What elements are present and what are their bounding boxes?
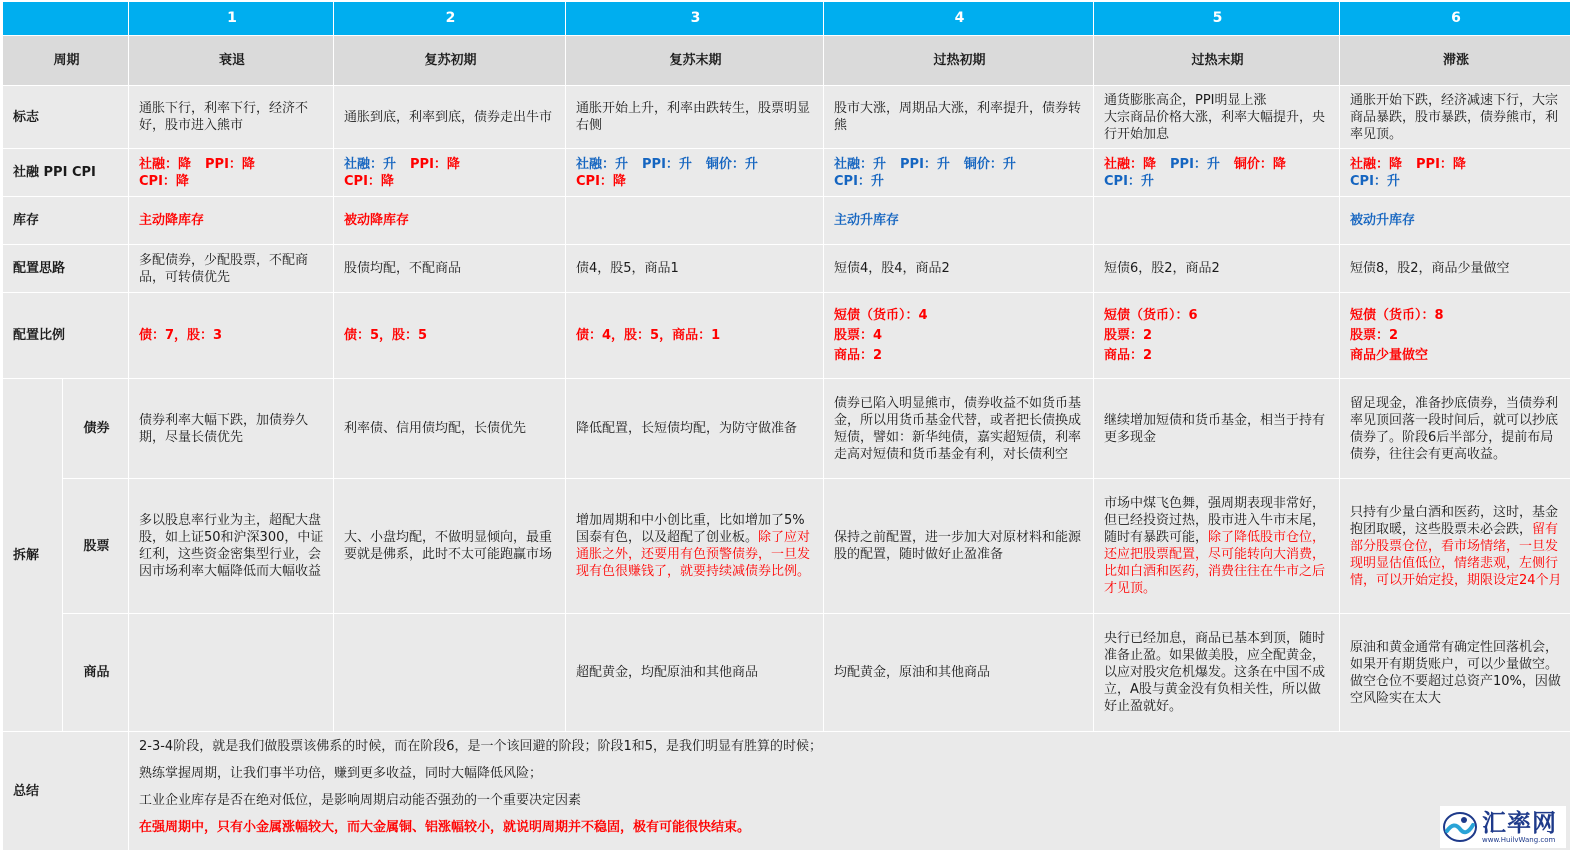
allocation-idea-cell: 短债4，股4，商品2 xyxy=(824,245,1094,293)
allocation-ratio-row xyxy=(3,293,1571,379)
signal-cell: 通胀开始下跌，经济减速下行，大宗商品暴跌，股市暴跌，债券熊市，利率见顶。 xyxy=(1340,86,1571,149)
signal-line: 大宗商品价格大涨，利率大幅提升，央行开始加息 xyxy=(1104,109,1326,142)
inventory-cell xyxy=(129,197,334,245)
signal-cell: 股市大涨，周期品大涨，利率提升，债券转熊 xyxy=(824,86,1094,149)
breakdown-text: 只持有少量白酒和医药，这时，基金抱团取暖，这些股票未必会跌， xyxy=(1350,504,1559,537)
breakdown-text: 如果做美股，应全配黄金，以应对股灾危机爆发。 xyxy=(1104,648,1326,680)
allocation-idea-cell: 多配债券，少配股票，不配商品，可转债优先 xyxy=(129,245,334,293)
inventory-row xyxy=(3,197,1571,245)
indicator-line xyxy=(1350,173,1562,190)
indicator-cell xyxy=(334,149,566,197)
indicator-line xyxy=(576,156,815,173)
breakdown-text: 这条在中国不成立，A股与黄金没有负相关性，所以做好止盈就好。 xyxy=(1104,665,1326,714)
breakdown-text: 央行已经加息，商品已基本到顶，随时准备止盈。 xyxy=(1104,631,1326,663)
allocation-idea-row xyxy=(3,245,1571,293)
indicator-token: 社融：降 xyxy=(1104,156,1157,172)
indicator-line xyxy=(834,173,1085,190)
indicator-line xyxy=(1104,173,1331,190)
indicator-line xyxy=(344,156,557,173)
indicator-line xyxy=(834,156,1085,173)
allocation-ratio-value: 股票：2 xyxy=(1350,328,1399,343)
inventory-value: 被动降库存 xyxy=(344,213,410,228)
breakdown-text: 留有部分股票仓位，看市场情绪，一旦发现明显估值低位，情绪悲观，左侧行情，可以开始定投，期限设定24个月 xyxy=(1350,521,1562,588)
commodities-row xyxy=(3,614,1571,732)
breakdown-text: 债券利率大幅下跌，加债券久期，尽量长债优先 xyxy=(139,412,309,445)
indicator-token: PPI：降 xyxy=(205,156,255,172)
allocation-ratio-value: 商品：2 xyxy=(1104,348,1153,363)
breakdown-text: 继续增加短债和货币基金，相当于持有更多现金 xyxy=(1104,412,1326,445)
indicator-token: PPI：降 xyxy=(1416,156,1466,172)
allocation-ratio-cell xyxy=(129,293,334,379)
allocation-idea-cell: 短债6，股2，商品2 xyxy=(1094,245,1340,293)
breakdown-text: 增加周期和中小创比重，比如增加了5%国泰有色，以及超配了创业板。 xyxy=(576,513,805,545)
bonds-cell xyxy=(1340,379,1571,479)
stocks-cell xyxy=(824,479,1094,614)
indicator-token: 铜价：降 xyxy=(1233,156,1286,172)
phase-name: 滞涨 xyxy=(1340,36,1571,86)
summary-line: 2-3-4阶段，就是我们做股票该佛系的时候，而在阶段6，是一个该回避的阶段；阶段1和5，是我们明显有胜算的时候； xyxy=(139,739,823,754)
indicator-token: CPI：降 xyxy=(344,173,394,189)
breakdown-text: 除了应对通胀之外，还要用有色预警债券，一旦发现有色很赚钱了，就要持续减债券比例。 xyxy=(576,530,811,579)
header-stage-2: 2 xyxy=(334,2,566,36)
indicator-cell xyxy=(129,149,334,197)
allocation-ratio-value: 债：5，股：5 xyxy=(344,328,428,343)
indicator-token: 社融：升 xyxy=(344,156,397,172)
indicator-token: CPI：升 xyxy=(834,173,884,189)
commodities-cell xyxy=(1094,614,1340,732)
bonds-cell xyxy=(129,379,334,479)
inventory-value: 主动降库存 xyxy=(139,213,205,228)
commodities-cell xyxy=(129,614,334,732)
allocation-ratio-cell xyxy=(1340,293,1571,379)
indicator-token: 社融：升 xyxy=(834,156,887,172)
header-stage-3: 3 xyxy=(566,2,824,36)
inventory-cell xyxy=(824,197,1094,245)
indicator-token: 社融：降 xyxy=(1350,156,1403,172)
signal-row xyxy=(3,86,1571,149)
commodities-label: 商品 xyxy=(63,614,129,732)
inventory-cell xyxy=(1340,197,1571,245)
indicator-label: 社融 PPI CPI xyxy=(3,149,129,197)
breakdown-text: 市场中煤飞色舞，强周期表现非常好，但已经投资过热，股市进入牛市末尾，随时有暴跌可能， xyxy=(1104,496,1326,545)
signal-cell: 通胀下行，利率下行，经济不好，股市进入熊市 xyxy=(129,86,334,149)
signal-cell xyxy=(1094,86,1340,149)
stocks-cell xyxy=(566,479,824,614)
breakdown-text: 除了降低股市仓位，还应把股票配置，尽可能转向大消费，比如白酒和医药，消费往往在牛市之后才见顶。 xyxy=(1104,530,1326,596)
header-row xyxy=(3,2,1571,36)
breakdown-text: 大、小盘均配，不做明显倾向，最重要就是佛系，此时不太可能跑赢市场 xyxy=(344,530,553,562)
phase-row xyxy=(3,36,1571,86)
phase-name: 复苏末期 xyxy=(566,36,824,86)
allocation-ratio-value: 商品少量做空 xyxy=(1350,348,1429,363)
indicator-cell xyxy=(824,149,1094,197)
inventory-value: 主动升库存 xyxy=(834,213,900,228)
allocation-ratio-value: 短债（货币）：4 xyxy=(834,308,928,323)
site-logo xyxy=(1440,806,1566,848)
allocation-idea-cell: 短债8，股2，商品少量做空 xyxy=(1340,245,1571,293)
phase-label: 周期 xyxy=(3,36,129,86)
stocks-cell xyxy=(1094,479,1340,614)
allocation-ratio-value: 商品：2 xyxy=(834,348,883,363)
phase-name: 衰退 xyxy=(129,36,334,86)
allocation-ratio-value: 债：4，股：5，商品：1 xyxy=(576,328,721,343)
signal-line: 通货膨胀高企，PPI明显上涨 xyxy=(1104,92,1267,108)
indicator-token: 社融：降 xyxy=(139,156,192,172)
bonds-cell xyxy=(1094,379,1340,479)
logo-name: 汇率网 xyxy=(1482,807,1557,837)
header-stage-6: 6 xyxy=(1340,2,1571,36)
signal-cell: 通胀开始上升，利率由跌转生，股票明显右侧 xyxy=(566,86,824,149)
allocation-ratio-value: 股票：4 xyxy=(834,328,883,343)
allocation-ratio-label: 配置比例 xyxy=(3,293,129,379)
allocation-ratio-value: 短债（货币）：6 xyxy=(1104,308,1198,323)
indicator-token: PPI：降 xyxy=(410,156,460,172)
wave-logo-icon xyxy=(1442,809,1478,845)
summary-cell xyxy=(129,732,1571,851)
allocation-ratio-cell xyxy=(566,293,824,379)
summary-label: 总结 xyxy=(3,732,129,851)
bonds-row xyxy=(3,379,1571,479)
indicator-line xyxy=(1350,156,1562,173)
breakdown-text: 均配黄金，原油和其他商品 xyxy=(834,665,991,680)
breakdown-text: 超配黄金，均配原油和其他商品 xyxy=(576,665,759,680)
breakdown-text: 降低配置，长短债均配，为防守做准备 xyxy=(576,421,798,436)
indicator-token: 社融：升 xyxy=(576,156,629,172)
indicator-line xyxy=(576,173,815,190)
stocks-cell xyxy=(334,479,566,614)
allocation-ratio-cell xyxy=(824,293,1094,379)
logo-url: www.HuilvWang.com xyxy=(1482,835,1556,844)
indicator-token: 铜价：升 xyxy=(963,156,1016,172)
breakdown-text: 留足现金，准备抄底债券，当债券利率见顶回落一段时间后，就可以抄底债券了。 xyxy=(1350,395,1559,445)
indicator-line xyxy=(139,173,325,190)
phase-name: 过热初期 xyxy=(824,36,1094,86)
breakdown-text: 阶段6后半部分，提前布局债券，往往会有更高收益。 xyxy=(1350,429,1554,462)
indicator-cell xyxy=(1340,149,1571,197)
signal-cell: 通胀到底，利率到底，债券走出牛市 xyxy=(334,86,566,149)
header-stage-5: 5 xyxy=(1094,2,1340,36)
header-stage-1: 1 xyxy=(129,2,334,36)
commodities-cell xyxy=(566,614,824,732)
indicator-token: PPI：升 xyxy=(642,156,692,172)
summary-line: 工业企业库存是否在绝对低位，是影响周期启动能否强劲的一个重要决定因素 xyxy=(139,793,582,808)
indicator-line xyxy=(1104,156,1331,173)
breakdown-text: 保持之前配置，进一步加大对原材料和能源股的配置，随时做好止盈准备 xyxy=(834,530,1082,562)
bonds-cell xyxy=(824,379,1094,479)
header-corner xyxy=(3,2,129,36)
commodities-cell xyxy=(1340,614,1571,732)
bonds-label: 债券 xyxy=(63,379,129,479)
indicator-row xyxy=(3,149,1571,197)
breakdown-text: 债券已陷入明显熊市，债券收益不如货币基金，所以用货币基金代替，或者把长债换成短债，譬如：新华纯债，嘉实超短债，利率走高对短债和货币基金有利，对长债利空 xyxy=(834,395,1082,462)
allocation-ratio-cell xyxy=(1094,293,1340,379)
breakdown-text: 利率债、信用债均配，长债优先 xyxy=(344,421,527,436)
phase-name: 复苏初期 xyxy=(334,36,566,86)
economic-cycle-table xyxy=(2,1,1571,851)
indicator-token: CPI：降 xyxy=(139,173,189,189)
commodities-cell xyxy=(334,614,566,732)
indicator-cell xyxy=(566,149,824,197)
inventory-cell xyxy=(334,197,566,245)
commodities-cell xyxy=(824,614,1094,732)
indicator-token: CPI：升 xyxy=(1104,173,1154,189)
breakdown-label: 拆解 xyxy=(3,379,63,732)
summary-row xyxy=(3,732,1571,851)
summary-line: 熟练掌握周期，让我们事半功倍，赚到更多收益，同时大幅降低风险； xyxy=(139,766,543,781)
allocation-ratio-value: 债：7，股：3 xyxy=(139,328,223,343)
allocation-idea-cell: 债4，股5，商品1 xyxy=(566,245,824,293)
indicator-cell xyxy=(1094,149,1340,197)
signal-label: 标志 xyxy=(3,86,129,149)
allocation-ratio-value: 股票：2 xyxy=(1104,328,1153,343)
breakdown-text: 原油和黄金通常有确定性回落机会，如果开有期货账户，可以少量做空。 xyxy=(1350,639,1559,672)
inventory-cell xyxy=(1094,197,1340,245)
inventory-label: 库存 xyxy=(3,197,129,245)
stocks-label: 股票 xyxy=(63,479,129,614)
allocation-idea-cell: 股债均配，不配商品 xyxy=(334,245,566,293)
stocks-cell xyxy=(1340,479,1571,614)
allocation-idea-label: 配置思路 xyxy=(3,245,129,293)
indicator-token: PPI：升 xyxy=(1170,156,1220,172)
allocation-ratio-cell xyxy=(334,293,566,379)
allocation-ratio-value: 短债（货币）：8 xyxy=(1350,308,1444,323)
bonds-cell xyxy=(566,379,824,479)
indicator-token: PPI：升 xyxy=(900,156,950,172)
indicator-token: CPI：降 xyxy=(576,173,626,189)
summary-line: 在强周期中，只有小金属涨幅较大，而大金属铜、铝涨幅较小，就说明周期并不稳固，极有可能很快结束。 xyxy=(139,820,751,835)
indicator-token: 铜价：升 xyxy=(705,156,758,172)
indicator-token: CPI：升 xyxy=(1350,173,1400,189)
stocks-cell xyxy=(129,479,334,614)
bonds-cell xyxy=(334,379,566,479)
indicator-line xyxy=(139,156,325,173)
phase-name: 过热末期 xyxy=(1094,36,1340,86)
breakdown-text: 做空仓位不要超过总资产10%，因做空风险实在太大 xyxy=(1350,673,1561,706)
indicator-line xyxy=(344,173,557,190)
inventory-cell xyxy=(566,197,824,245)
header-stage-4: 4 xyxy=(824,2,1094,36)
stocks-row xyxy=(3,479,1571,614)
inventory-value: 被动升库存 xyxy=(1350,213,1416,228)
breakdown-text: 多以股息率行业为主，超配大盘股，如上证50和沪深300，中证红利，这些资金密集型行业，会因市场利率大幅降低而大幅收益 xyxy=(139,513,324,579)
